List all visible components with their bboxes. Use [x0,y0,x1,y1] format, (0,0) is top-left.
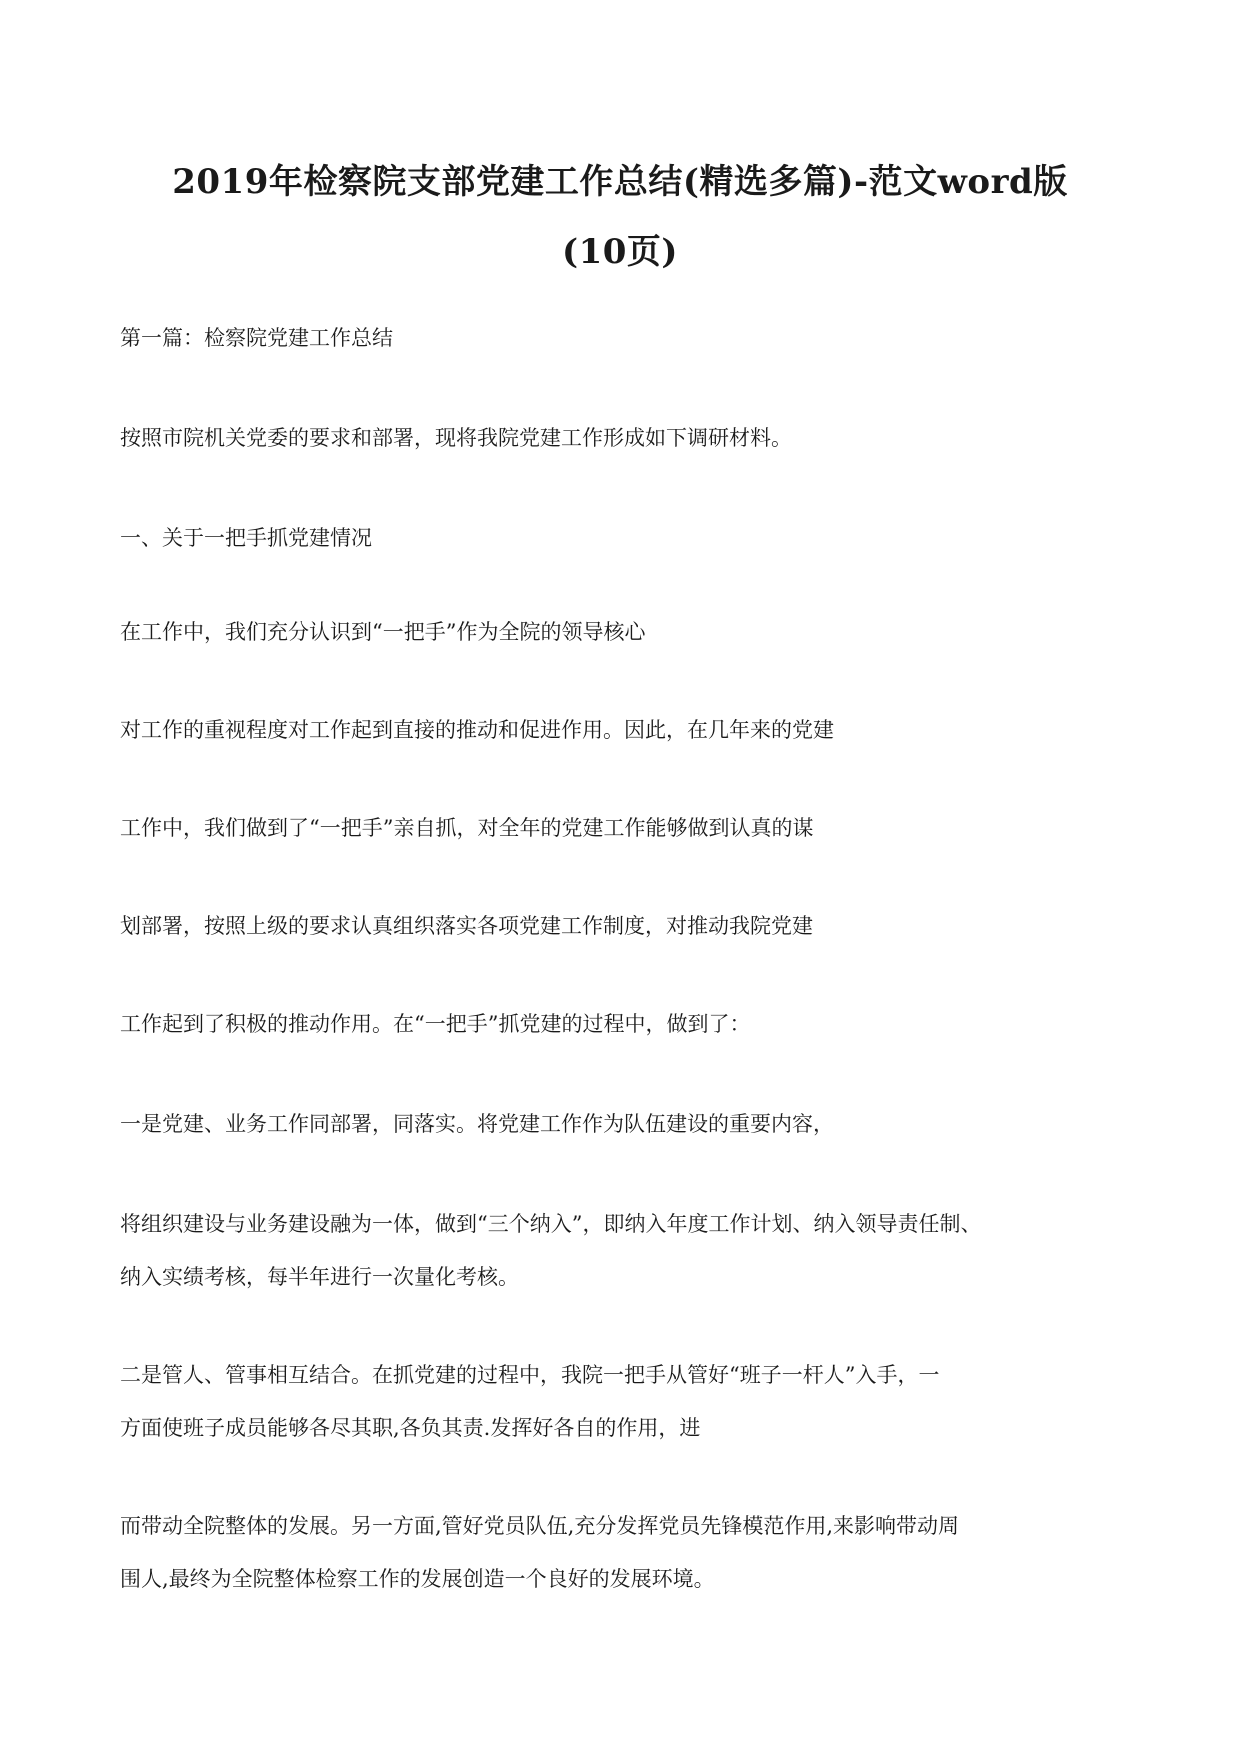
paragraph: 一是党建、业务工作同部署，同落实。将党建工作作为队伍建设的重要内容， [120,1112,834,1136]
paragraph: 划部署，按照上级的要求认真组织落实各项党建工作制度，对推动我院党建 [120,914,813,938]
section-heading: 第一篇：检察院党建工作总结 [120,326,393,350]
subheading: 一、关于一把手抓党建情况 [120,526,372,550]
paragraph: 在工作中，我们充分认识到“一把手”作为全院的领导核心 [120,620,646,644]
paragraph: 对工作的重视程度对工作起到直接的推动和促进作用。因此，在几年来的党建 [120,718,834,742]
paragraph: 工作中，我们做到了“一把手”亲自抓，对全年的党建工作能够做到认真的谋 [120,816,814,840]
document-title-line-1: 2019年检察院支部党建工作总结(精选多篇)-范文word版 [172,162,1068,202]
paragraph: 而带动全院整体的发展。另一方面,管好党员队伍,充分发挥党员先锋模范作用,来影响带动周 [120,1514,960,1538]
paragraph: 围人,最终为全院整体检察工作的发展创造一个良好的发展环境。 [120,1567,715,1591]
paragraph: 纳入实绩考核，每半年进行一次量化考核。 [120,1265,519,1289]
paragraph: 将组织建设与业务建设融为一体，做到“三个纳入”，即纳入年度工作计划、纳入领导责任制、 [120,1212,982,1236]
paragraph: 工作起到了积极的推动作用。在“一把手”抓党建的过程中，做到了： [120,1012,751,1036]
paragraph: 二是管人、管事相互结合。在抓党建的过程中，我院一把手从管好“班子一杆人”入手，一 [120,1363,940,1387]
paragraph: 方面使班子成员能够各尽其职,各负其责.发挥好各自的作用，进 [120,1416,701,1440]
document-title-line-2: (10页) [562,232,678,272]
paragraph: 按照市院机关党委的要求和部署，现将我院党建工作形成如下调研材料。 [120,426,792,450]
